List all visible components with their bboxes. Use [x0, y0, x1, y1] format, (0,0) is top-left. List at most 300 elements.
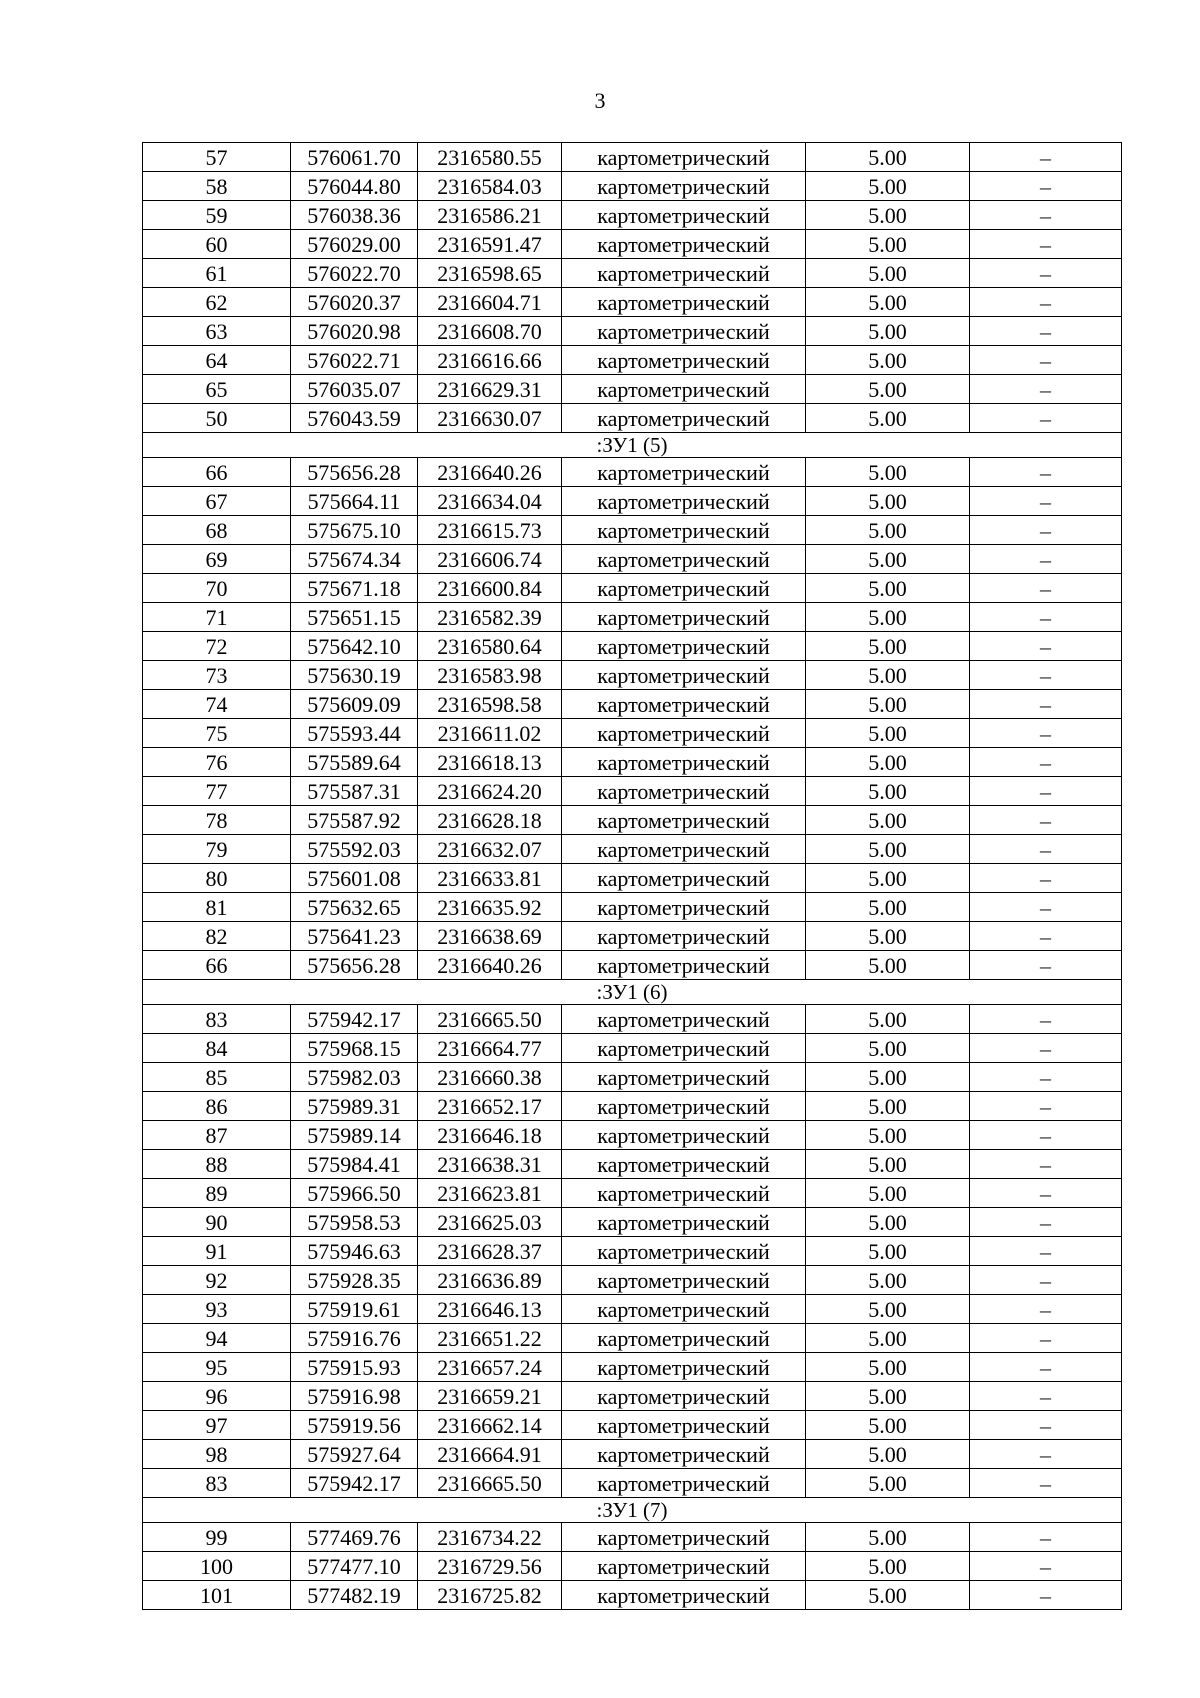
y-coordinate-cell: 2316580.64: [418, 632, 562, 661]
accuracy-cell: 5.00: [806, 230, 970, 259]
y-coordinate-cell: 2316651.22: [418, 1324, 562, 1353]
accuracy-cell: 5.00: [806, 1179, 970, 1208]
point-number-cell: 73: [143, 661, 291, 690]
x-coordinate-cell: 575593.44: [291, 719, 418, 748]
table-row: [143, 516, 1122, 545]
y-coordinate-cell: 2316635.92: [418, 893, 562, 922]
y-coordinate-cell: 2316586.21: [418, 201, 562, 230]
method-cell: картометрический: [562, 288, 806, 317]
table-row: [143, 806, 1122, 835]
x-coordinate-cell: 577482.19: [291, 1581, 418, 1610]
point-number-cell: 85: [143, 1063, 291, 1092]
description-cell: –: [970, 1034, 1122, 1063]
x-coordinate-cell: 575651.15: [291, 603, 418, 632]
description-cell: –: [970, 1092, 1122, 1121]
description-cell: –: [970, 1581, 1122, 1610]
accuracy-cell: 5.00: [806, 748, 970, 777]
section-header-row: [143, 980, 1122, 1005]
x-coordinate-cell: 576022.70: [291, 259, 418, 288]
description-cell: –: [970, 603, 1122, 632]
method-cell: картометрический: [562, 1324, 806, 1353]
description-cell: –: [970, 893, 1122, 922]
x-coordinate-cell: 575919.56: [291, 1411, 418, 1440]
x-coordinate-cell: 575589.64: [291, 748, 418, 777]
x-coordinate-cell: 575671.18: [291, 574, 418, 603]
description-cell: –: [970, 922, 1122, 951]
method-cell: картометрический: [562, 1552, 806, 1581]
method-cell: картометрический: [562, 1208, 806, 1237]
accuracy-cell: 5.00: [806, 1552, 970, 1581]
x-coordinate-cell: 575989.31: [291, 1092, 418, 1121]
point-number-cell: 95: [143, 1353, 291, 1382]
x-coordinate-cell: 575982.03: [291, 1063, 418, 1092]
y-coordinate-cell: 2316580.55: [418, 143, 562, 172]
method-cell: картометрический: [562, 143, 806, 172]
point-number-cell: 89: [143, 1179, 291, 1208]
point-number-cell: 87: [143, 1121, 291, 1150]
coordinates-table: [142, 142, 1122, 1610]
table-row: [143, 230, 1122, 259]
table-row: [143, 201, 1122, 230]
point-number-cell: 86: [143, 1092, 291, 1121]
method-cell: картометрический: [562, 1092, 806, 1121]
accuracy-cell: 5.00: [806, 516, 970, 545]
table-row: [143, 317, 1122, 346]
x-coordinate-cell: 575916.98: [291, 1382, 418, 1411]
accuracy-cell: 5.00: [806, 346, 970, 375]
point-number-cell: 59: [143, 201, 291, 230]
x-coordinate-cell: 575675.10: [291, 516, 418, 545]
accuracy-cell: 5.00: [806, 1469, 970, 1498]
x-coordinate-cell: 575919.61: [291, 1295, 418, 1324]
x-coordinate-cell: 575609.09: [291, 690, 418, 719]
y-coordinate-cell: 2316662.14: [418, 1411, 562, 1440]
accuracy-cell: 5.00: [806, 172, 970, 201]
table-row: [143, 922, 1122, 951]
section-header-row: [143, 1498, 1122, 1523]
accuracy-cell: 5.00: [806, 1295, 970, 1324]
y-coordinate-cell: 2316734.22: [418, 1523, 562, 1552]
table-row: [143, 1208, 1122, 1237]
x-coordinate-cell: 575942.17: [291, 1469, 418, 1498]
accuracy-cell: 5.00: [806, 317, 970, 346]
y-coordinate-cell: 2316636.89: [418, 1266, 562, 1295]
description-cell: –: [970, 748, 1122, 777]
point-number-cell: 78: [143, 806, 291, 835]
accuracy-cell: 5.00: [806, 1324, 970, 1353]
table-row: [143, 1552, 1122, 1581]
description-cell: –: [970, 143, 1122, 172]
accuracy-cell: 5.00: [806, 375, 970, 404]
accuracy-cell: 5.00: [806, 1581, 970, 1610]
table-row: [143, 143, 1122, 172]
table-row: [143, 1382, 1122, 1411]
point-number-cell: 90: [143, 1208, 291, 1237]
point-number-cell: 98: [143, 1440, 291, 1469]
y-coordinate-cell: 2316646.18: [418, 1121, 562, 1150]
y-coordinate-cell: 2316584.03: [418, 172, 562, 201]
section-label: :ЗУ1 (7): [143, 1498, 1122, 1523]
method-cell: картометрический: [562, 864, 806, 893]
point-number-cell: 72: [143, 632, 291, 661]
y-coordinate-cell: 2316615.73: [418, 516, 562, 545]
table-row: [143, 487, 1122, 516]
accuracy-cell: 5.00: [806, 922, 970, 951]
y-coordinate-cell: 2316598.65: [418, 259, 562, 288]
table-row: [143, 404, 1122, 433]
description-cell: –: [970, 777, 1122, 806]
method-cell: картометрический: [562, 1382, 806, 1411]
method-cell: картометрический: [562, 1034, 806, 1063]
description-cell: –: [970, 230, 1122, 259]
y-coordinate-cell: 2316616.66: [418, 346, 562, 375]
accuracy-cell: 5.00: [806, 690, 970, 719]
y-coordinate-cell: 2316628.18: [418, 806, 562, 835]
y-coordinate-cell: 2316638.69: [418, 922, 562, 951]
x-coordinate-cell: 576043.59: [291, 404, 418, 433]
x-coordinate-cell: 576022.71: [291, 346, 418, 375]
description-cell: –: [970, 864, 1122, 893]
table-row: [143, 1237, 1122, 1266]
y-coordinate-cell: 2316611.02: [418, 719, 562, 748]
table-row: [143, 661, 1122, 690]
point-number-cell: 75: [143, 719, 291, 748]
table-row: [143, 1150, 1122, 1179]
description-cell: –: [970, 172, 1122, 201]
point-number-cell: 58: [143, 172, 291, 201]
x-coordinate-cell: 575656.28: [291, 458, 418, 487]
point-number-cell: 81: [143, 893, 291, 922]
method-cell: картометрический: [562, 719, 806, 748]
method-cell: картометрический: [562, 516, 806, 545]
method-cell: картометрический: [562, 893, 806, 922]
accuracy-cell: 5.00: [806, 143, 970, 172]
description-cell: –: [970, 1295, 1122, 1324]
y-coordinate-cell: 2316652.17: [418, 1092, 562, 1121]
method-cell: картометрический: [562, 1179, 806, 1208]
description-cell: –: [970, 1324, 1122, 1353]
point-number-cell: 93: [143, 1295, 291, 1324]
description-cell: –: [970, 1208, 1122, 1237]
description-cell: –: [970, 661, 1122, 690]
y-coordinate-cell: 2316640.26: [418, 951, 562, 980]
x-coordinate-cell: 576020.37: [291, 288, 418, 317]
table-row: [143, 288, 1122, 317]
table-row: [143, 1411, 1122, 1440]
point-number-cell: 70: [143, 574, 291, 603]
table-row: [143, 1581, 1122, 1610]
description-cell: –: [970, 1552, 1122, 1581]
method-cell: картометрический: [562, 922, 806, 951]
description-cell: –: [970, 317, 1122, 346]
point-number-cell: 64: [143, 346, 291, 375]
accuracy-cell: 5.00: [806, 951, 970, 980]
description-cell: –: [970, 1523, 1122, 1552]
method-cell: картометрический: [562, 458, 806, 487]
y-coordinate-cell: 2316665.50: [418, 1005, 562, 1034]
accuracy-cell: 5.00: [806, 1353, 970, 1382]
y-coordinate-cell: 2316725.82: [418, 1581, 562, 1610]
accuracy-cell: 5.00: [806, 1237, 970, 1266]
method-cell: картометрический: [562, 603, 806, 632]
method-cell: картометрический: [562, 806, 806, 835]
accuracy-cell: 5.00: [806, 487, 970, 516]
accuracy-cell: 5.00: [806, 1266, 970, 1295]
method-cell: картометрический: [562, 404, 806, 433]
x-coordinate-cell: 575984.41: [291, 1150, 418, 1179]
description-cell: –: [970, 1179, 1122, 1208]
table-row: [143, 893, 1122, 922]
x-coordinate-cell: 575966.50: [291, 1179, 418, 1208]
method-cell: картометрический: [562, 661, 806, 690]
y-coordinate-cell: 2316665.50: [418, 1469, 562, 1498]
description-cell: –: [970, 1150, 1122, 1179]
point-number-cell: 79: [143, 835, 291, 864]
table-row: [143, 1121, 1122, 1150]
method-cell: картометрический: [562, 1005, 806, 1034]
accuracy-cell: 5.00: [806, 1121, 970, 1150]
method-cell: картометрический: [562, 1063, 806, 1092]
method-cell: картометрический: [562, 201, 806, 230]
accuracy-cell: 5.00: [806, 288, 970, 317]
description-cell: –: [970, 1237, 1122, 1266]
y-coordinate-cell: 2316646.13: [418, 1295, 562, 1324]
point-number-cell: 67: [143, 487, 291, 516]
point-number-cell: 82: [143, 922, 291, 951]
x-coordinate-cell: 575942.17: [291, 1005, 418, 1034]
table-row: [143, 1523, 1122, 1552]
x-coordinate-cell: 576029.00: [291, 230, 418, 259]
y-coordinate-cell: 2316664.77: [418, 1034, 562, 1063]
table-row: [143, 777, 1122, 806]
table-row: [143, 603, 1122, 632]
accuracy-cell: 5.00: [806, 1005, 970, 1034]
description-cell: –: [970, 1440, 1122, 1469]
description-cell: –: [970, 1469, 1122, 1498]
accuracy-cell: 5.00: [806, 1411, 970, 1440]
description-cell: –: [970, 404, 1122, 433]
point-number-cell: 99: [143, 1523, 291, 1552]
y-coordinate-cell: 2316600.84: [418, 574, 562, 603]
description-cell: –: [970, 288, 1122, 317]
y-coordinate-cell: 2316634.04: [418, 487, 562, 516]
description-cell: –: [970, 487, 1122, 516]
description-cell: –: [970, 1063, 1122, 1092]
y-coordinate-cell: 2316640.26: [418, 458, 562, 487]
accuracy-cell: 5.00: [806, 404, 970, 433]
point-number-cell: 97: [143, 1411, 291, 1440]
description-cell: –: [970, 835, 1122, 864]
point-number-cell: 65: [143, 375, 291, 404]
method-cell: картометрический: [562, 1237, 806, 1266]
accuracy-cell: 5.00: [806, 1523, 970, 1552]
accuracy-cell: 5.00: [806, 1034, 970, 1063]
point-number-cell: 66: [143, 458, 291, 487]
accuracy-cell: 5.00: [806, 1092, 970, 1121]
description-cell: –: [970, 545, 1122, 574]
y-coordinate-cell: 2316659.21: [418, 1382, 562, 1411]
accuracy-cell: 5.00: [806, 1063, 970, 1092]
method-cell: картометрический: [562, 574, 806, 603]
method-cell: картометрический: [562, 1353, 806, 1382]
point-number-cell: 57: [143, 143, 291, 172]
table-row: [143, 1324, 1122, 1353]
table-row: [143, 1440, 1122, 1469]
x-coordinate-cell: 575642.10: [291, 632, 418, 661]
method-cell: картометрический: [562, 951, 806, 980]
y-coordinate-cell: 2316660.38: [418, 1063, 562, 1092]
x-coordinate-cell: 575601.08: [291, 864, 418, 893]
method-cell: картометрический: [562, 1266, 806, 1295]
accuracy-cell: 5.00: [806, 458, 970, 487]
table-row: [143, 748, 1122, 777]
point-number-cell: 94: [143, 1324, 291, 1353]
method-cell: картометрический: [562, 487, 806, 516]
point-number-cell: 63: [143, 317, 291, 346]
x-coordinate-cell: 576038.36: [291, 201, 418, 230]
x-coordinate-cell: 575656.28: [291, 951, 418, 980]
y-coordinate-cell: 2316608.70: [418, 317, 562, 346]
x-coordinate-cell: 575958.53: [291, 1208, 418, 1237]
point-number-cell: 83: [143, 1469, 291, 1498]
point-number-cell: 88: [143, 1150, 291, 1179]
table-row: [143, 574, 1122, 603]
method-cell: картометрический: [562, 346, 806, 375]
description-cell: –: [970, 574, 1122, 603]
method-cell: картометрический: [562, 317, 806, 346]
point-number-cell: 74: [143, 690, 291, 719]
point-number-cell: 100: [143, 1552, 291, 1581]
x-coordinate-cell: 575630.19: [291, 661, 418, 690]
table-row: [143, 458, 1122, 487]
method-cell: картометрический: [562, 835, 806, 864]
y-coordinate-cell: 2316657.24: [418, 1353, 562, 1382]
x-coordinate-cell: 575587.92: [291, 806, 418, 835]
accuracy-cell: 5.00: [806, 777, 970, 806]
accuracy-cell: 5.00: [806, 719, 970, 748]
table-row: [143, 1063, 1122, 1092]
x-coordinate-cell: 577477.10: [291, 1552, 418, 1581]
y-coordinate-cell: 2316729.56: [418, 1552, 562, 1581]
description-cell: –: [970, 1121, 1122, 1150]
table-row: [143, 1034, 1122, 1063]
x-coordinate-cell: 576020.98: [291, 317, 418, 346]
x-coordinate-cell: 576044.80: [291, 172, 418, 201]
y-coordinate-cell: 2316632.07: [418, 835, 562, 864]
method-cell: картометрический: [562, 1150, 806, 1179]
description-cell: –: [970, 951, 1122, 980]
table-row: [143, 632, 1122, 661]
description-cell: –: [970, 346, 1122, 375]
table-row: [143, 1353, 1122, 1382]
table-row: [143, 690, 1122, 719]
accuracy-cell: 5.00: [806, 1440, 970, 1469]
description-cell: –: [970, 1382, 1122, 1411]
method-cell: картометрический: [562, 690, 806, 719]
method-cell: картометрический: [562, 259, 806, 288]
y-coordinate-cell: 2316628.37: [418, 1237, 562, 1266]
method-cell: картометрический: [562, 777, 806, 806]
x-coordinate-cell: 576061.70: [291, 143, 418, 172]
table-row: [143, 545, 1122, 574]
y-coordinate-cell: 2316591.47: [418, 230, 562, 259]
table-row: [143, 375, 1122, 404]
method-cell: картометрический: [562, 1469, 806, 1498]
description-cell: –: [970, 632, 1122, 661]
x-coordinate-cell: 575946.63: [291, 1237, 418, 1266]
y-coordinate-cell: 2316604.71: [418, 288, 562, 317]
accuracy-cell: 5.00: [806, 1382, 970, 1411]
accuracy-cell: 5.00: [806, 1208, 970, 1237]
accuracy-cell: 5.00: [806, 574, 970, 603]
method-cell: картометрический: [562, 172, 806, 201]
table-row: [143, 719, 1122, 748]
x-coordinate-cell: 575632.65: [291, 893, 418, 922]
table-row: [143, 1179, 1122, 1208]
method-cell: картометрический: [562, 748, 806, 777]
y-coordinate-cell: 2316629.31: [418, 375, 562, 404]
x-coordinate-cell: 576035.07: [291, 375, 418, 404]
accuracy-cell: 5.00: [806, 806, 970, 835]
description-cell: –: [970, 375, 1122, 404]
table-row: [143, 1469, 1122, 1498]
y-coordinate-cell: 2316625.03: [418, 1208, 562, 1237]
method-cell: картометрический: [562, 1581, 806, 1610]
description-cell: –: [970, 1353, 1122, 1382]
method-cell: картометрический: [562, 375, 806, 404]
description-cell: –: [970, 458, 1122, 487]
accuracy-cell: 5.00: [806, 201, 970, 230]
table-row: [143, 259, 1122, 288]
section-label: :ЗУ1 (5): [143, 433, 1122, 458]
table-row: [143, 1295, 1122, 1324]
description-cell: –: [970, 719, 1122, 748]
y-coordinate-cell: 2316618.13: [418, 748, 562, 777]
table-row: [143, 864, 1122, 893]
method-cell: картометрический: [562, 1121, 806, 1150]
point-number-cell: 69: [143, 545, 291, 574]
coordinates-table-body: [143, 143, 1122, 1610]
method-cell: картометрический: [562, 1440, 806, 1469]
description-cell: –: [970, 259, 1122, 288]
method-cell: картометрический: [562, 545, 806, 574]
y-coordinate-cell: 2316633.81: [418, 864, 562, 893]
table-row: [143, 1092, 1122, 1121]
description-cell: –: [970, 690, 1122, 719]
y-coordinate-cell: 2316582.39: [418, 603, 562, 632]
point-number-cell: 84: [143, 1034, 291, 1063]
x-coordinate-cell: 577469.76: [291, 1523, 418, 1552]
description-cell: –: [970, 806, 1122, 835]
table-row: [143, 172, 1122, 201]
point-number-cell: 60: [143, 230, 291, 259]
x-coordinate-cell: 575928.35: [291, 1266, 418, 1295]
table-row: [143, 951, 1122, 980]
description-cell: –: [970, 1411, 1122, 1440]
y-coordinate-cell: 2316606.74: [418, 545, 562, 574]
point-number-cell: 92: [143, 1266, 291, 1295]
method-cell: картометрический: [562, 230, 806, 259]
point-number-cell: 71: [143, 603, 291, 632]
accuracy-cell: 5.00: [806, 835, 970, 864]
description-cell: –: [970, 201, 1122, 230]
accuracy-cell: 5.00: [806, 661, 970, 690]
point-number-cell: 62: [143, 288, 291, 317]
point-number-cell: 68: [143, 516, 291, 545]
y-coordinate-cell: 2316664.91: [418, 1440, 562, 1469]
accuracy-cell: 5.00: [806, 259, 970, 288]
y-coordinate-cell: 2316623.81: [418, 1179, 562, 1208]
